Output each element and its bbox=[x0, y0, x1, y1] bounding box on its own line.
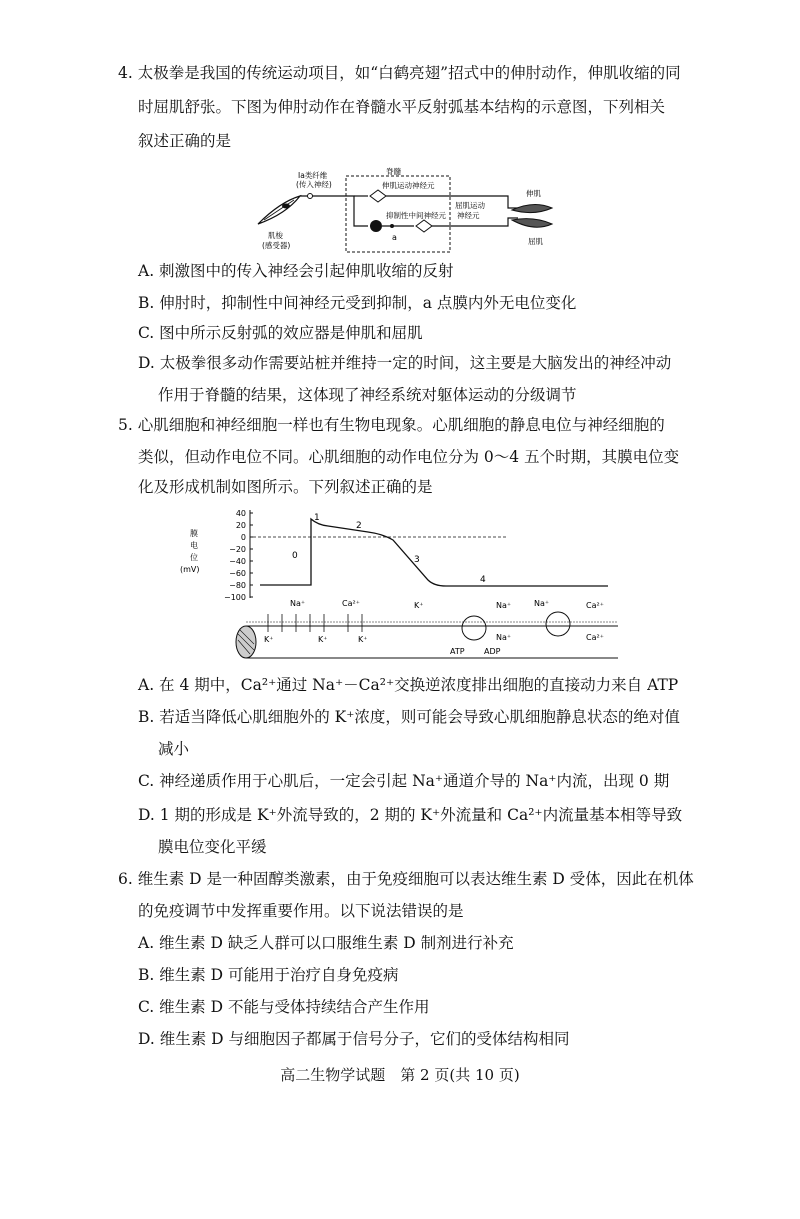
q6-option-c: C. 维生素 D 不能与受体持续结合产生作用 bbox=[138, 998, 430, 1016]
q5-option-b-line-2: 减小 bbox=[158, 740, 190, 758]
inhibitory-interneuron bbox=[370, 220, 382, 232]
ytick-0: 0 bbox=[240, 533, 246, 542]
phase-4: 4 bbox=[480, 575, 486, 585]
ca-exch-top: Ca²⁺ bbox=[586, 601, 604, 610]
na-exch-top: Na⁺ bbox=[534, 599, 550, 608]
action-potential-trace bbox=[260, 519, 608, 586]
q6-option-d: D. 维生素 D 与细胞因子都属于信号分子，它们的受体结构相同 bbox=[138, 1030, 570, 1048]
action-potential-figure bbox=[178, 506, 618, 672]
ylabel-char-3: 位 bbox=[190, 553, 198, 562]
ytick-neg60: −60 bbox=[229, 569, 246, 578]
extensor-muscle bbox=[512, 204, 552, 212]
flexor-motor-label-1: 屈肌运动 bbox=[455, 201, 485, 210]
q6-stem-line-1: 6. 维生素 D 是一种固醇类激素，由于免疫细胞可以表达维生素 D 受体，因此在机体 bbox=[118, 870, 694, 888]
phase-2: 2 bbox=[356, 521, 362, 531]
na-ca-exchanger bbox=[546, 612, 570, 636]
na-k-pump bbox=[462, 616, 486, 640]
page-footer: 高二生物学试题 第 2 页(共 10 页) bbox=[280, 1066, 520, 1084]
extensor-muscle-label: 伸肌 bbox=[526, 189, 541, 198]
q5-stem-line-2: 类似，但动作电位不同。心肌细胞的动作电位分为 0～4 五个时期，其膜电位变 bbox=[138, 448, 680, 466]
k-bottom-2: K⁺ bbox=[318, 635, 328, 644]
flexor-motor-neuron bbox=[416, 220, 432, 232]
q4-option-b: B. 伸肘时，抑制性中间神经元受到抑制，a 点膜内外无电位变化 bbox=[138, 294, 577, 312]
spindle-label-1: 肌梭 bbox=[268, 231, 283, 240]
q5-stem-line-1: 5. 心肌细胞和神经细胞一样也有生物电现象。心肌细胞的静息电位与神经细胞的 bbox=[118, 416, 665, 434]
cell-membrane bbox=[246, 626, 618, 658]
q5-option-d-line-2: 膜电位变化平缓 bbox=[158, 838, 267, 856]
phase-3: 3 bbox=[414, 555, 420, 565]
adp-label: ADP bbox=[484, 647, 501, 656]
q5-option-c: C. 神经递质作用于心肌后，一定会引起 Na⁺通道介导的 Na⁺内流，出现 0 期 bbox=[138, 772, 670, 790]
ca-exch-bottom: Ca²⁺ bbox=[586, 633, 604, 642]
reflex-arc-figure bbox=[250, 166, 570, 258]
q5-option-a: A. 在 4 期中，Ca²⁺通过 Na⁺－Ca²⁺交换逆浓度排出细胞的直接动力来自 ATP bbox=[138, 676, 679, 694]
ytick-neg20: −20 bbox=[229, 545, 246, 554]
q4-option-a: A. 刺激图中的传入神经会引起伸肌收缩的反射 bbox=[138, 262, 454, 280]
flexor-motor-label-2: 神经元 bbox=[457, 211, 480, 220]
k-bottom-1: K⁺ bbox=[264, 635, 274, 644]
phase-0: 0 bbox=[292, 551, 298, 561]
afferent-label: (传入神经) bbox=[296, 180, 332, 189]
ytick-40: 40 bbox=[235, 509, 246, 518]
q4-stem-line-3: 叙述正确的是 bbox=[138, 132, 232, 150]
extensor-motor-label: 伸肌运动神经元 bbox=[382, 181, 435, 190]
ytick-neg40: −40 bbox=[229, 557, 246, 566]
q6-stem-line-2: 的免疫调节中发挥重要作用。以下说法错误的是 bbox=[138, 902, 464, 920]
ylabel-char-2: 电 bbox=[190, 541, 198, 550]
ytick-neg80: −80 bbox=[229, 581, 246, 590]
ylabel-char-1: 膜 bbox=[190, 529, 198, 538]
k-pump: K⁺ bbox=[414, 601, 424, 610]
ytick-neg100: −100 bbox=[224, 593, 246, 602]
q5-option-d-line-1: D. 1 期的形成是 K⁺外流导致的，2 期的 K⁺外流量和 Ca²⁺内流量基本相等导致 bbox=[138, 806, 683, 824]
q6-option-b: B. 维生素 D 可能用于治疗自身免疫病 bbox=[138, 966, 399, 984]
y-ticks bbox=[224, 509, 246, 602]
spindle-label-2: (感受器) bbox=[262, 241, 291, 250]
extensor-motor-neuron bbox=[370, 190, 386, 202]
flexor-muscle bbox=[512, 219, 552, 228]
q6-option-a: A. 维生素 D 缺乏人群可以口服维生素 D 制剂进行补充 bbox=[138, 934, 514, 952]
na-pump-bottom: Na⁺ bbox=[496, 633, 512, 642]
atp-label: ATP bbox=[450, 647, 465, 656]
phase-1: 1 bbox=[314, 513, 320, 523]
yunit-label: (mV) bbox=[180, 565, 200, 574]
point-a-label: a bbox=[392, 233, 397, 242]
ytick-20: 20 bbox=[235, 521, 246, 530]
q4-stem-line-2: 时屈肌舒张。下图为伸肘动作在脊髓水平反射弧基本结构的示意图，下列相关 bbox=[138, 98, 666, 116]
q4-stem-line-1: 4. 太极拳是我国的传统运动项目，如“白鹤亮翅”招式中的伸肘动作，伸肌收缩的同 bbox=[118, 64, 681, 82]
k-bottom-3: K⁺ bbox=[358, 635, 368, 644]
inhibitory-label: 抑制性中间神经元 bbox=[386, 211, 446, 220]
na-pump-top: Na⁺ bbox=[496, 601, 512, 610]
q4-option-d-line-2: 作用于脊髓的结果，这体现了神经系统对躯体运动的分级调节 bbox=[158, 386, 577, 404]
fiber-label: Ia类纤维 bbox=[298, 171, 328, 180]
flexor-muscle-label: 屈肌 bbox=[528, 237, 543, 246]
q4-option-d-line-1: D. 太极拳很多动作需要站桩并维持一定的时间，这主要是大脑发出的神经冲动 bbox=[138, 354, 672, 372]
spinal-label: 脊髓 bbox=[386, 167, 401, 176]
q5-stem-line-3: 化及形成机制如图所示。下列叙述正确的是 bbox=[138, 478, 433, 496]
na-top: Na⁺ bbox=[290, 599, 306, 608]
q5-option-b-line-1: B. 若适当降低心肌细胞外的 K⁺浓度，则可能会导致心肌细胞静息状态的绝对值 bbox=[138, 708, 680, 726]
q4-option-c: C. 图中所示反射弧的效应器是伸肌和屈肌 bbox=[138, 324, 423, 342]
ca-top: Ca²⁺ bbox=[342, 599, 360, 608]
